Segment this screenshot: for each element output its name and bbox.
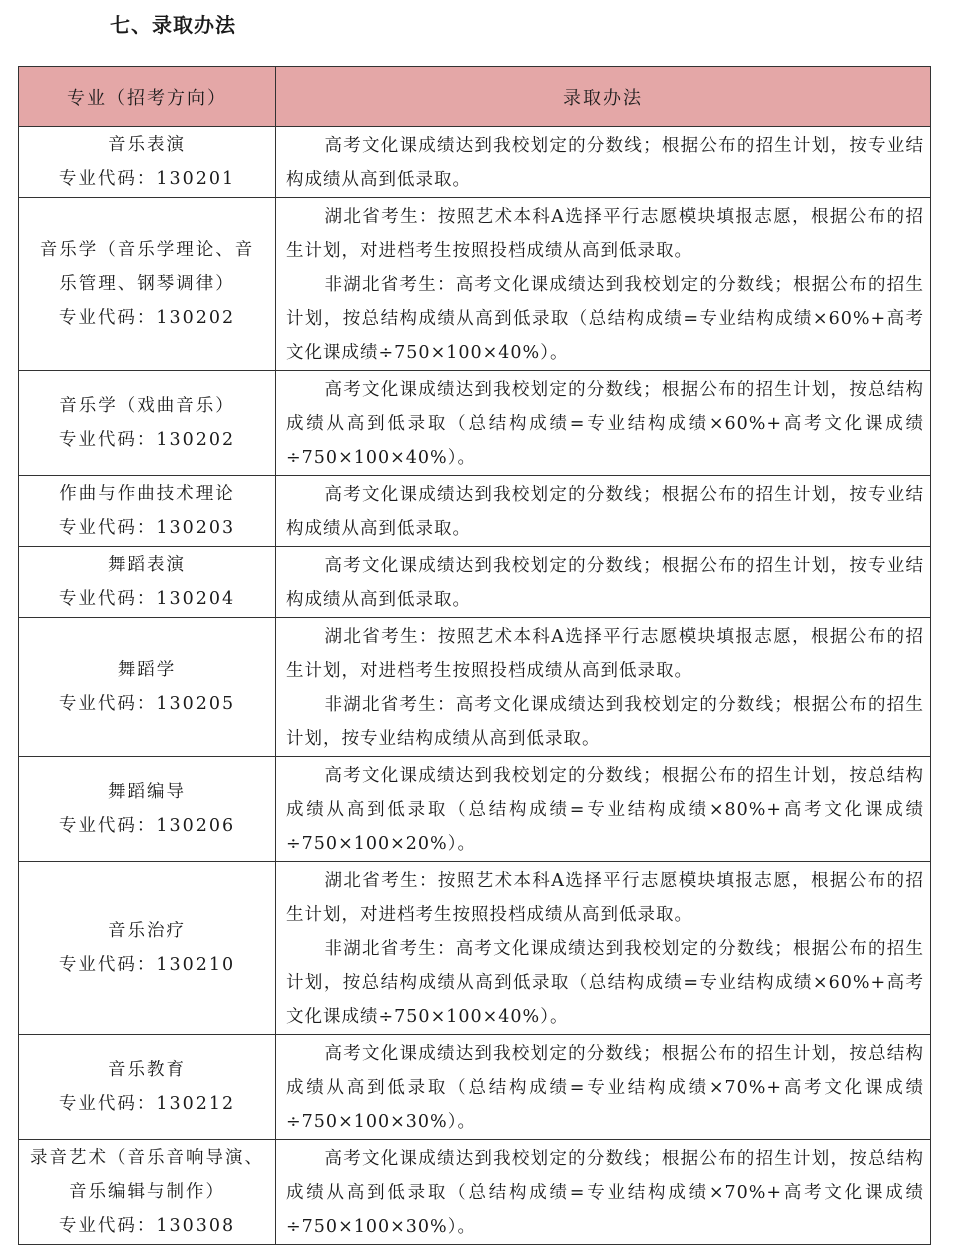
- major-cell: [19, 757, 276, 862]
- major-cell: [19, 862, 276, 1035]
- major-code: 专业代码：130308: [58, 1216, 236, 1236]
- major-name: 音乐学（戏曲音乐）: [59, 396, 235, 416]
- section-title: 七、录取办法: [110, 13, 236, 37]
- header-method: 录取办法: [276, 67, 931, 127]
- admission-method-cell: [276, 757, 931, 862]
- major-code: 专业代码：130210: [58, 955, 236, 975]
- table-row: [19, 618, 931, 757]
- major-cell: [19, 371, 276, 476]
- admission-method-paragraph: 高考文化课成绩达到我校划定的分数线；根据公布的招生计划，按总结构成绩从高到低录取（总结构成绩=专业结构成绩×70%+高考文化课成绩÷750×100×30%）。: [286, 1044, 924, 1132]
- major-code: 专业代码：130206: [58, 816, 236, 836]
- major-cell: [19, 1035, 276, 1140]
- table-header-row: [19, 67, 931, 127]
- major-name: 音乐编辑与制作）: [69, 1182, 225, 1202]
- table-row: [19, 547, 931, 618]
- table-row: [19, 371, 931, 476]
- table-row: [19, 757, 931, 862]
- admission-method-paragraph: 高考文化课成绩达到我校划定的分数线；根据公布的招生计划，按总结构成绩从高到低录取（总结构成绩=专业结构成绩×60%+高考文化课成绩÷750×100×40%）。: [286, 380, 924, 468]
- admission-method-cell: [276, 127, 931, 198]
- admission-method-cell: [276, 618, 931, 757]
- major-cell: [19, 476, 276, 547]
- major-code: 专业代码：130202: [58, 308, 236, 328]
- header-major: 专业（招考方向）: [19, 67, 276, 127]
- major-code: 专业代码：130202: [58, 430, 236, 450]
- admission-method-paragraph: 非湖北省考生：高考文化课成绩达到我校划定的分数线；根据公布的招生计划，按总结构成绩从高到低录取（总结构成绩=专业结构成绩×60%+高考文化课成绩÷750×100×40%）。: [286, 275, 924, 363]
- table-row: [19, 476, 931, 547]
- admission-method-paragraph: 湖北省考生：按照艺术本科A选择平行志愿模块填报志愿，根据公布的招生计划，对进档考生按照投档成绩从高到低录取。: [286, 871, 924, 925]
- major-cell: [19, 547, 276, 618]
- admission-method-paragraph: 高考文化课成绩达到我校划定的分数线；根据公布的招生计划，按总结构成绩从高到低录取（总结构成绩=专业结构成绩×80%+高考文化课成绩÷750×100×20%）。: [286, 766, 924, 854]
- admission-method-paragraph: 高考文化课成绩达到我校划定的分数线；根据公布的招生计划，按总结构成绩从高到低录取（总结构成绩=专业结构成绩×70%+高考文化课成绩÷750×100×30%）。: [286, 1149, 924, 1237]
- major-cell: [19, 1140, 276, 1245]
- major-name: 作曲与作曲技术理论: [59, 484, 235, 504]
- table-row: [19, 198, 931, 371]
- admission-method-cell: [276, 547, 931, 618]
- admission-method-paragraph: 湖北省考生：按照艺术本科A选择平行志愿模块填报志愿，根据公布的招生计划，对进档考生按照投档成绩从高到低录取。: [286, 207, 924, 261]
- admission-method-cell: [276, 476, 931, 547]
- admission-method-cell: [276, 862, 931, 1035]
- major-code: 专业代码：130203: [58, 518, 236, 538]
- major-name: 音乐表演: [108, 135, 186, 155]
- major-name: 音乐治疗: [108, 921, 186, 941]
- major-name: 音乐学（音乐学理论、音: [39, 240, 255, 260]
- admission-method-cell: [276, 1140, 931, 1245]
- table-row: [19, 1140, 931, 1245]
- major-code: 专业代码：130201: [58, 169, 236, 189]
- major-name: 乐管理、钢琴调律）: [59, 274, 235, 294]
- major-name: 舞蹈编导: [108, 782, 186, 802]
- major-cell: [19, 198, 276, 371]
- admission-table: [18, 66, 931, 1245]
- admission-method-paragraph: 非湖北省考生：高考文化课成绩达到我校划定的分数线；根据公布的招生计划，按专业结构成绩从高到低录取。: [286, 695, 924, 749]
- major-cell: [19, 127, 276, 198]
- table-row: [19, 127, 931, 198]
- table-row: [19, 862, 931, 1035]
- major-name: 舞蹈学: [117, 660, 177, 680]
- admission-method-cell: [276, 198, 931, 371]
- admission-method-cell: [276, 371, 931, 476]
- admission-method-paragraph: 湖北省考生：按照艺术本科A选择平行志愿模块填报志愿，根据公布的招生计划，对进档考生按照投档成绩从高到低录取。: [286, 627, 924, 681]
- table-body: [19, 127, 931, 1245]
- admission-method-cell: [276, 1035, 931, 1140]
- admission-method-paragraph: 高考文化课成绩达到我校划定的分数线；根据公布的招生计划，按专业结构成绩从高到低录取。: [286, 485, 924, 539]
- major-name: 录音艺术（音乐音响导演、: [30, 1148, 264, 1168]
- major-code: 专业代码：130212: [58, 1094, 236, 1114]
- admission-method-paragraph: 高考文化课成绩达到我校划定的分数线；根据公布的招生计划，按专业结构成绩从高到低录取。: [286, 556, 924, 610]
- admission-method-paragraph: 高考文化课成绩达到我校划定的分数线；根据公布的招生计划，按专业结构成绩从高到低录取。: [286, 136, 924, 190]
- table-row: [19, 1035, 931, 1140]
- major-name: 舞蹈表演: [108, 555, 186, 575]
- admission-method-paragraph: 非湖北省考生：高考文化课成绩达到我校划定的分数线；根据公布的招生计划，按总结构成绩从高到低录取（总结构成绩=专业结构成绩×60%+高考文化课成绩÷750×100×40%）。: [286, 939, 924, 1027]
- major-name: 音乐教育: [108, 1060, 186, 1080]
- major-cell: [19, 618, 276, 757]
- major-code: 专业代码：130204: [58, 589, 236, 609]
- major-code: 专业代码：130205: [58, 694, 236, 714]
